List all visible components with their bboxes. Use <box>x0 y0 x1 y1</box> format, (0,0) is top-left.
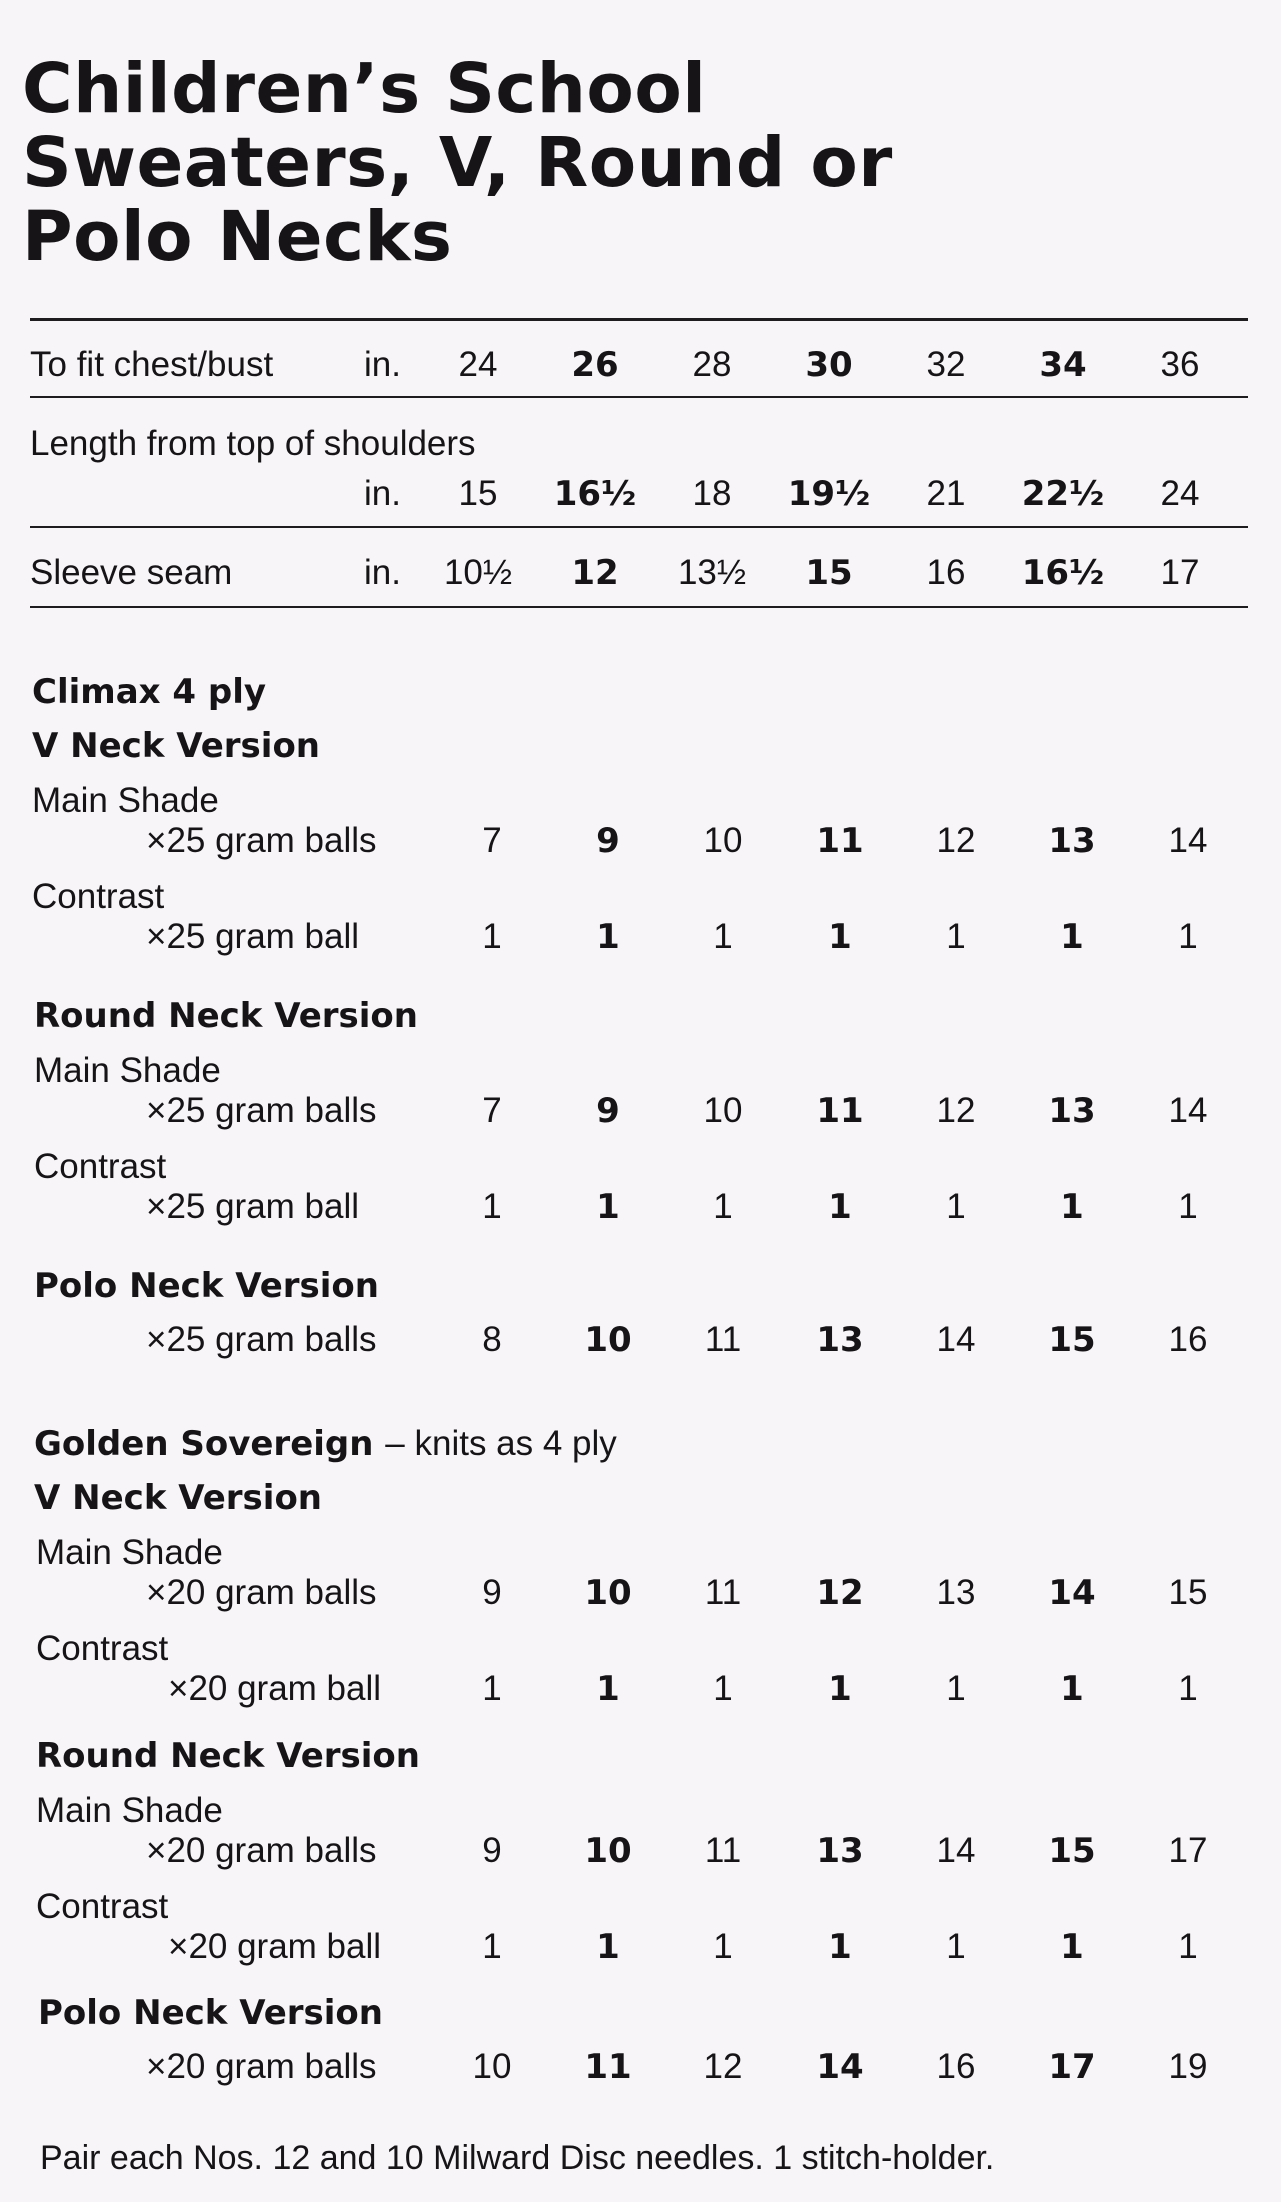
ball-count: 1 <box>828 917 852 957</box>
size-value: 21 <box>926 474 966 513</box>
version-heading: V Neck Version <box>32 726 321 766</box>
ball-count: 14 <box>936 1831 976 1870</box>
ball-count: 7 <box>482 821 502 860</box>
ball-count: 8 <box>482 1320 502 1359</box>
sleeve-unit: in. <box>364 553 401 592</box>
row-label: Contrast <box>36 1629 169 1668</box>
length-label: Length from top of shoulders <box>30 424 476 463</box>
ball-count: 1 <box>828 1669 852 1709</box>
table-rule <box>30 526 1248 528</box>
ball-count: 15 <box>1168 1573 1208 1612</box>
size-value: 13½ <box>677 553 747 592</box>
yarn-heading-golden-sovereign: Golden Sovereign – knits as 4 ply <box>34 1424 617 1464</box>
size-value: 15 <box>805 553 853 593</box>
ball-count: 16 <box>1168 1320 1208 1359</box>
row-sublabel: ×20 gram balls <box>146 1831 377 1870</box>
row-label: Main Shade <box>36 1791 223 1830</box>
ball-count: 15 <box>1048 1320 1096 1360</box>
ball-count: 1 <box>1060 1927 1084 1967</box>
ball-count: 1 <box>1060 1669 1084 1709</box>
ball-count: 1 <box>1178 1927 1198 1966</box>
size-value: 15 <box>458 474 498 513</box>
ball-count: 1 <box>713 1927 733 1966</box>
ball-count: 14 <box>936 1320 976 1359</box>
ball-count: 12 <box>936 821 976 860</box>
ball-count: 17 <box>1168 1831 1208 1870</box>
size-value: 32 <box>926 345 966 384</box>
ball-count: 10 <box>472 2047 512 2086</box>
ball-count: 1 <box>946 917 966 956</box>
ball-count: 9 <box>482 1831 502 1870</box>
ball-count: 1 <box>1060 917 1084 957</box>
ball-count: 1 <box>482 917 502 956</box>
row-sublabel: ×25 gram balls <box>146 1091 377 1130</box>
row-label: Contrast <box>34 1147 167 1186</box>
row-label: Main Shade <box>36 1533 223 1572</box>
ball-count: 9 <box>482 1573 502 1612</box>
ball-count: 11 <box>704 1320 742 1359</box>
size-value: 16 <box>926 553 966 592</box>
size-value: 17 <box>1160 553 1200 592</box>
ball-count: 9 <box>596 821 620 861</box>
ball-count: 1 <box>713 1669 733 1708</box>
table-top-rule <box>30 318 1248 321</box>
ball-count: 14 <box>816 2047 864 2087</box>
sleeve-label: Sleeve seam <box>30 553 233 592</box>
ball-count: 13 <box>936 1573 976 1612</box>
size-value: 28 <box>692 345 732 384</box>
ball-count: 9 <box>596 1091 620 1131</box>
ball-count: 7 <box>482 1091 502 1130</box>
ball-count: 10 <box>703 821 743 860</box>
ball-count: 1 <box>596 917 620 957</box>
ball-count: 10 <box>703 1091 743 1130</box>
row-sublabel: ×25 gram ball <box>146 1187 360 1226</box>
ball-count: 1 <box>713 917 733 956</box>
size-value: 10½ <box>443 553 513 592</box>
size-value: 19½ <box>787 474 871 514</box>
size-value: 26 <box>571 345 619 385</box>
ball-count: 16 <box>936 2047 976 2086</box>
chest-label: To fit chest/bust <box>30 345 274 384</box>
version-heading: V Neck Version <box>34 1478 323 1518</box>
size-value: 24 <box>1160 474 1200 513</box>
yarn-heading-climax: Climax 4 ply <box>32 672 267 712</box>
ball-count: 10 <box>584 1320 632 1360</box>
ball-count: 11 <box>816 821 864 861</box>
ball-count: 1 <box>1060 1187 1084 1227</box>
ball-count: 19 <box>1168 2047 1208 2086</box>
row-label: Contrast <box>32 877 165 916</box>
size-value: 34 <box>1039 345 1087 385</box>
ball-count: 13 <box>816 1320 864 1360</box>
page-title <box>22 49 1022 277</box>
ball-count: 1 <box>946 1669 966 1708</box>
size-value: 36 <box>1160 345 1200 384</box>
ball-count: 12 <box>703 2047 743 2086</box>
ball-count: 1 <box>946 1187 966 1226</box>
ball-count: 11 <box>704 1573 742 1612</box>
ball-count: 13 <box>816 1831 864 1871</box>
table-bottom-rule <box>30 606 1248 608</box>
version-heading: Polo Neck Version <box>34 1266 379 1306</box>
ball-count: 1 <box>596 1187 620 1227</box>
ball-count: 1 <box>1178 1669 1198 1708</box>
row-sublabel: ×20 gram ball <box>168 1669 382 1708</box>
length-unit: in. <box>364 474 401 513</box>
ball-count: 10 <box>584 1573 632 1613</box>
title-line-2: Sweaters, V, Round or <box>22 123 893 203</box>
ball-count: 1 <box>713 1187 733 1226</box>
ball-count: 14 <box>1048 1573 1096 1613</box>
size-value: 12 <box>571 553 619 593</box>
ball-count: 15 <box>1048 1831 1096 1871</box>
ball-count: 13 <box>1048 821 1096 861</box>
title-line-1: Children’s School <box>22 49 707 129</box>
title-line-3: Polo Necks <box>22 197 453 277</box>
ball-count: 1 <box>946 1927 966 1966</box>
ball-count: 1 <box>1178 1187 1198 1226</box>
row-sublabel: ×20 gram balls <box>146 1573 377 1612</box>
ball-count: 1 <box>828 1927 852 1967</box>
ball-count: 10 <box>584 1831 632 1871</box>
ball-count: 11 <box>584 2047 632 2087</box>
row-label: Main Shade <box>32 781 219 820</box>
ball-count: 14 <box>1168 821 1208 860</box>
row-sublabel: ×25 gram balls <box>146 1320 377 1359</box>
size-value: 16½ <box>553 474 637 514</box>
row-label: Main Shade <box>34 1051 221 1090</box>
size-value: 30 <box>805 345 853 385</box>
size-value: 16½ <box>1021 553 1105 593</box>
version-heading: Round Neck Version <box>34 996 418 1036</box>
ball-count: 1 <box>1178 917 1198 956</box>
ball-count: 12 <box>816 1573 864 1613</box>
size-value: 24 <box>458 345 498 384</box>
ball-count: 1 <box>482 1669 502 1708</box>
row-sublabel: ×20 gram ball <box>168 1927 382 1966</box>
ball-count: 1 <box>482 1927 502 1966</box>
ball-count: 1 <box>828 1187 852 1227</box>
size-value: 18 <box>692 474 732 513</box>
ball-count: 14 <box>1168 1091 1208 1130</box>
chest-unit: in. <box>364 345 401 384</box>
ball-count: 1 <box>596 1669 620 1709</box>
row-sublabel: ×25 gram ball <box>146 917 360 956</box>
ball-count: 1 <box>596 1927 620 1967</box>
yarn-note: – knits as 4 ply <box>385 1424 617 1463</box>
ball-count: 11 <box>816 1091 864 1131</box>
ball-count: 11 <box>704 1831 742 1870</box>
ball-count: 17 <box>1048 2047 1096 2087</box>
table-rule <box>30 396 1248 398</box>
ball-count: 13 <box>1048 1091 1096 1131</box>
version-heading: Round Neck Version <box>36 1736 420 1776</box>
needles-note: Pair each Nos. 12 and 10 Milward Disc needles. 1 stitch-holder. <box>40 2139 995 2177</box>
ball-count: 1 <box>482 1187 502 1226</box>
row-sublabel: ×20 gram balls <box>146 2047 377 2086</box>
row-sublabel: ×25 gram balls <box>146 821 377 860</box>
ball-count: 12 <box>936 1091 976 1130</box>
size-value: 22½ <box>1021 474 1105 514</box>
version-heading: Polo Neck Version <box>38 1993 383 2033</box>
row-label: Contrast <box>36 1887 169 1926</box>
